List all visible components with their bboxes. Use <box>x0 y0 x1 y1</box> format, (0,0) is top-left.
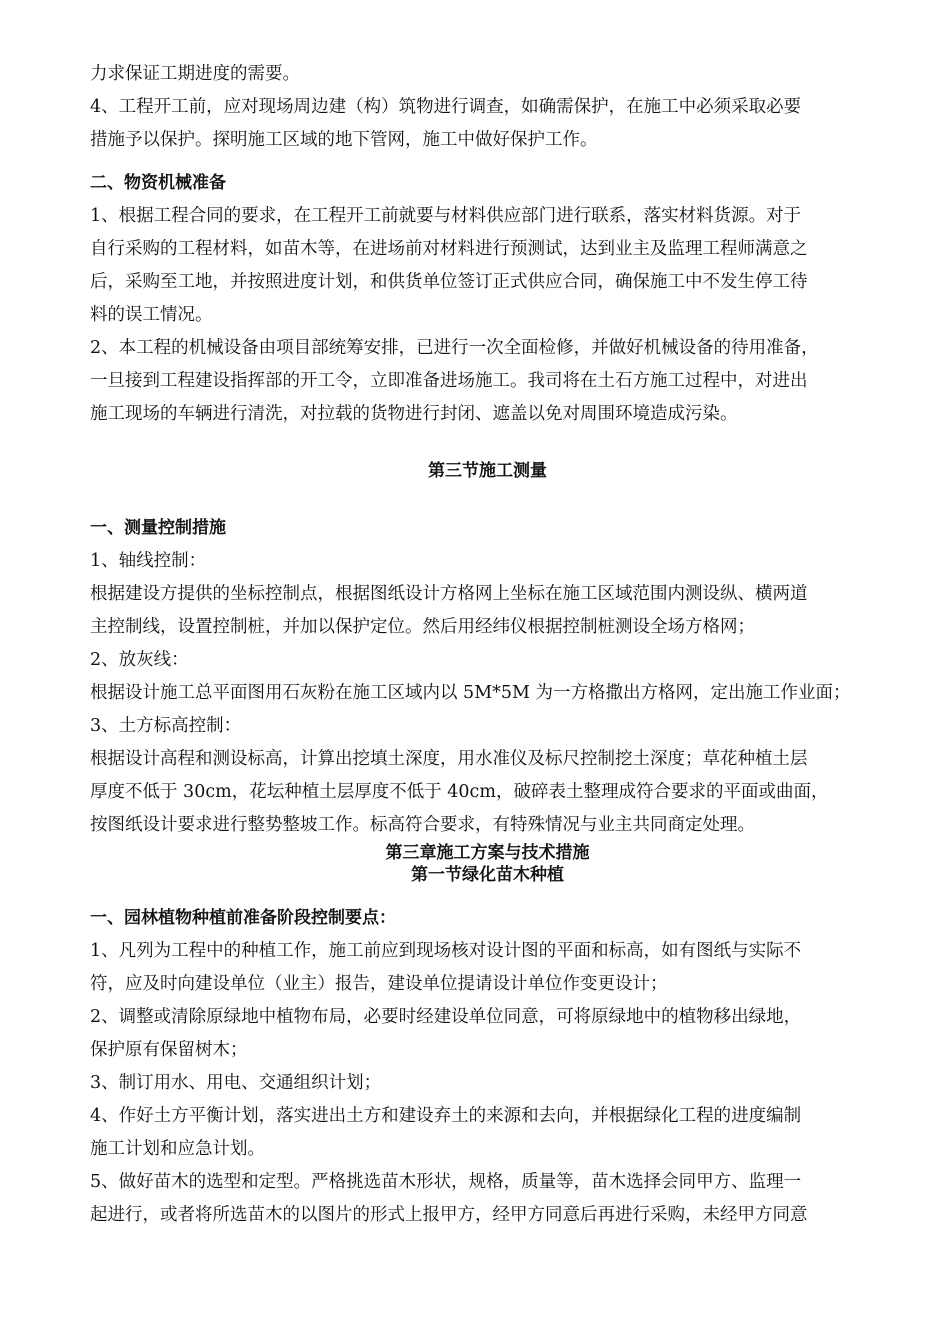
paragraph-line: 自行采购的工程材料，如苗木等，在进场前对材料进行预测试，达到业主及监理工程师满意之 <box>90 239 808 259</box>
paragraph-line: 4、作好土方平衡计划，落实进出土方和建设弃土的来源和去向，并根据绿化工程的进度编制 <box>90 1106 802 1126</box>
document-page <box>90 58 885 1232</box>
paragraph-line: 5、做好苗木的选型和定型。严格挑选苗木形状，规格，质量等，苗木选择会同甲方、监理一 <box>90 1172 802 1192</box>
paragraph-line: 厚度不低于 30cm，花坛种植土层厚度不低于 40cm，破碎表土整理成符合要求的平面或曲面， <box>90 782 829 802</box>
paragraph-line: 料的误工情况。 <box>90 305 213 325</box>
paragraph-line: 施工现场的车辆进行清洗，对拉载的货物进行封闭、遮盖以免对周围环境造成污染。 <box>90 404 738 424</box>
paragraph-line: 一旦接到工程建设指挥部的开工令，立即准备进场施工。我司将在土石方施工过程中，对进出 <box>90 371 808 391</box>
paragraph-line: 3、制订用水、用电、交通组织计划； <box>90 1073 382 1093</box>
section-heading: 一、园林植物种植前准备阶段控制要点： <box>90 908 396 928</box>
chapter-title: 第三章施工方案与技术措施 <box>385 843 590 863</box>
paragraph-line: 1、轴线控制： <box>90 551 207 571</box>
paragraph-line: 2、放灰线： <box>90 650 189 670</box>
paragraph-line: 后，采购至工地，并按照进度计划，和供货单位签订正式供应合同，确保施工中不发生停工待 <box>90 272 808 292</box>
paragraph-line: 施工计划和应急计划。 <box>90 1139 265 1159</box>
paragraph-line: 1、凡列为工程中的种植工作，施工前应到现场核对设计图的平面和标高，如有图纸与实际不 <box>90 941 802 961</box>
section-heading: 二、物资机械准备 <box>90 173 226 193</box>
section-title: 第一节绿化苗木种植 <box>411 865 564 885</box>
paragraph-line: 1、根据工程合同的要求，在工程开工前就要与材料供应部门进行联系，落实材料货源。对于 <box>90 206 802 226</box>
paragraph-line: 符，应及时向建设单位（业主）报告，建设单位提请设计单位作变更设计； <box>90 974 668 994</box>
paragraph-line: 4、工程开工前，应对现场周边建（构）筑物进行调查，如确需保护，在施工中必须采取必要 <box>90 97 802 117</box>
paragraph-line: 措施予以保护。探明施工区域的地下管网，施工中做好保护工作。 <box>90 130 598 150</box>
paragraph-line: 力求保证工期进度的需要。 <box>90 64 300 84</box>
paragraph-line: 按图纸设计要求进行整势整坡工作。标高符合要求，有特殊情况与业主共同商定处理。 <box>90 815 755 835</box>
paragraph-line: 根据建设方提供的坐标控制点，根据图纸设计方格网上坐标在施工区域范围内测设纵、横两道 <box>90 584 808 604</box>
paragraph-line: 起进行，或者将所选苗木的以图片的形式上报甲方，经甲方同意后再进行采购，未经甲方同意 <box>90 1205 808 1225</box>
paragraph-line: 2、本工程的机械设备由项目部统筹安排，已进行一次全面检修，并做好机械设备的待用准备， <box>90 338 819 358</box>
section-heading: 一、测量控制措施 <box>90 518 226 538</box>
paragraph-line: 根据设计高程和测设标高，计算出挖填土深度，用水准仪及标尺控制挖土深度；草花种植土层 <box>90 749 808 769</box>
paragraph-line: 3、土方标高控制： <box>90 716 242 736</box>
paragraph-line: 根据设计施工总平面图用石灰粉在施工区域内以 5M*5M 为一方格撒出方格网，定出施工作业面； <box>90 683 851 703</box>
paragraph-line: 2、调整或清除原绿地中植物布局，必要时经建设单位同意，可将原绿地中的植物移出绿地， <box>90 1007 802 1027</box>
section-title: 第三节施工测量 <box>428 461 547 481</box>
paragraph-line: 主控制线，设置控制桩，并加以保护定位。然后用经纬仪根据控制桩测设全场方格网； <box>90 617 755 637</box>
paragraph-line: 保护原有保留树木； <box>90 1040 248 1060</box>
